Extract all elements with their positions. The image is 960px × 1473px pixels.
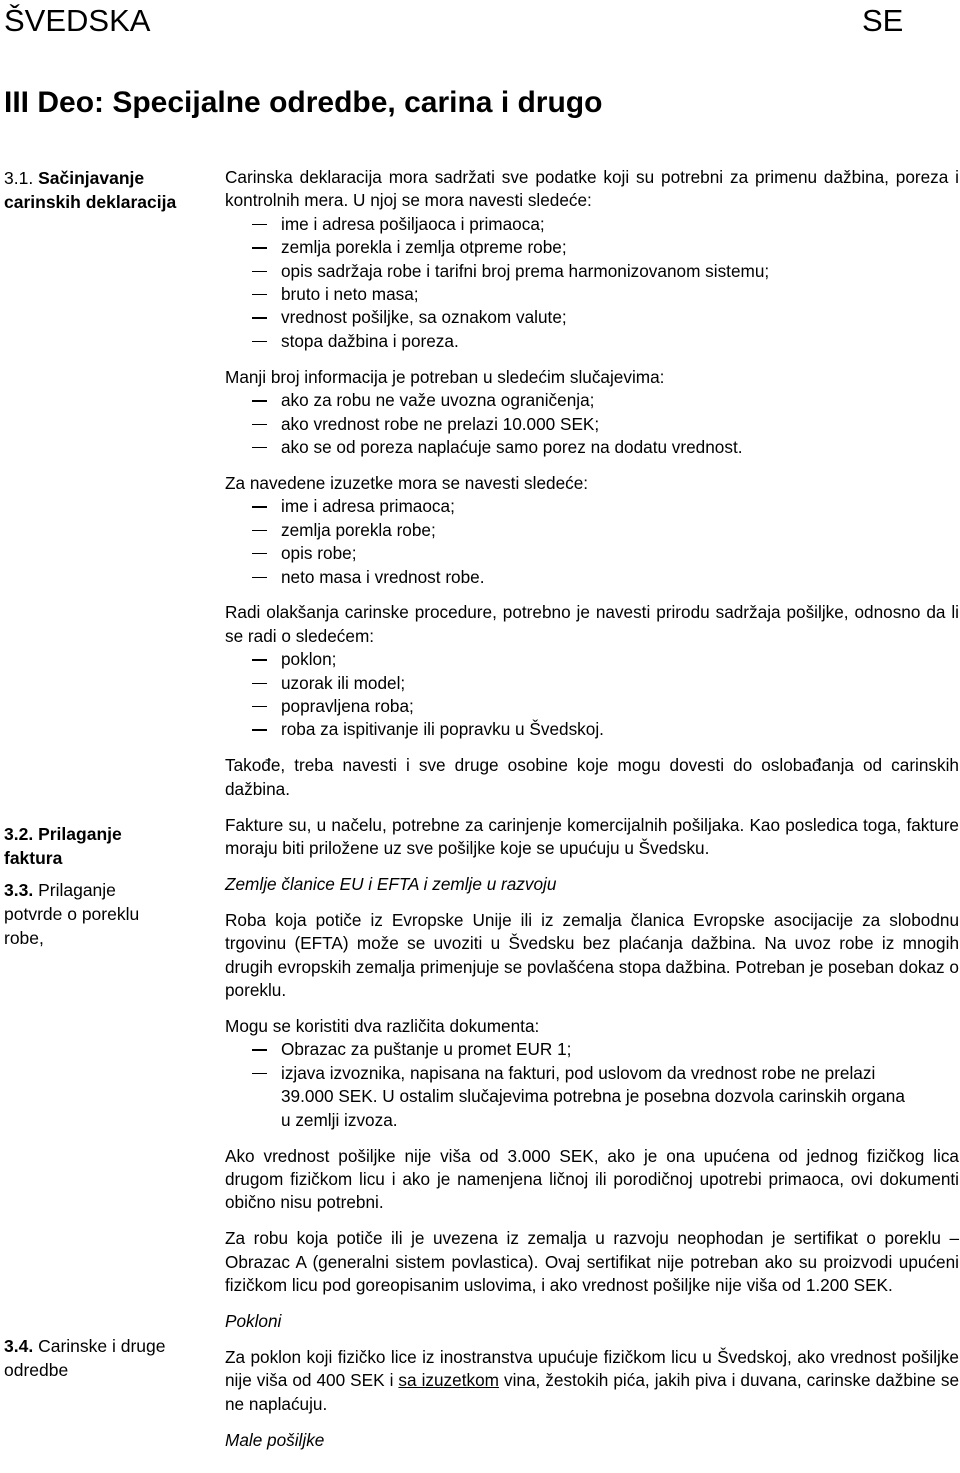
bullet-list [225,1038,959,1132]
paragraph: Za navedene izuzetke mora se navesti sledeće: [225,472,589,493]
text-run: Za poklon koji fizičko lice iz inostranstva upućuje fizičkom licu u Švedskoj, ako vrednost pošiljke nije viša od 400 SEK i [225,1346,959,1391]
list-item: vrednost pošiljke, sa oznakom valute; [225,306,959,329]
section-title-line2: potvrde o poreklu robe, [4,904,140,948]
paragraph: Takođe, treba navesti i sve druge osobine koje mogu dovesti do oslobađanja od carinskih dažbina. [225,755,959,799]
section-number: 3.1. [4,168,34,188]
subheading: Male pošiljke [225,1429,325,1450]
section-title-line1: Sačinjavanje [38,168,145,188]
list-item: zemlja porekla i zemlja otpreme robe; [225,236,959,259]
list-item: ime i adresa pošiljaoca i primaoca; [225,213,959,236]
paragraph: Roba koja potiče iz Evropske Unije ili iz zemalja članica Evropske asocijacije za slobodnu trgovinu (EFTA) može se uvoziti u Švedsku bez plaćanja dažbina. Na uvoz robe iz mnogih drugih evropskih zemalja primenjuje se povlašćena stopa dažbina. Potreban je poseban dokaz o poreklu. [225,909,959,1001]
bullet-list [225,389,959,459]
list-item: opis sadržaja robe i tarifni broj prema harmonizovanom sistemu; [225,260,959,283]
paragraph: Ako vrednost pošiljke nije viša od 3.000 SEK, ako je ona upućena od jednog fizičkog lica drugom fizičkom licu i ako je namenjena ličnoj ili porodičnoj upotrebi primaoca, ovi dokumenti obično nisu potrebni. [225,1145,959,1213]
list-item: roba za ispitivanje ili popravku u Švedskoj. [225,718,959,741]
list-item: uzorak ili model; [225,672,959,695]
list-item: ako za robu ne važe uvozna ograničenja; [225,389,959,412]
section-title-line2: faktura [4,848,63,868]
section-heading-3-1 [4,166,200,214]
paragraph: Mogu se koristiti dva različita dokumenta: [225,1016,540,1036]
bullet-list [225,213,959,353]
list-item: opis robe; [225,542,959,565]
section-title-line1: Prilaganje [38,880,116,900]
list-item: ime i adresa primaoca; [225,495,959,518]
section-number: 3.3. [4,880,34,900]
paragraph: Manji broj informacija je potreban u sledećim slučajevima: [225,366,665,387]
paragraph: Fakture su, u načelu, potrebne za carinjenje komercijalnih pošiljaka. Kao posledica toga, fakture moraju biti priložene uz sve pošiljke koje se upućuju u Švedsku. [225,814,959,859]
list-item: ako se od poreza naplaćuje samo porez na dodatu vrednost. [225,436,959,459]
list-item: bruto i neto masa; [225,283,959,306]
section-title-line2: odredbe [4,1360,69,1380]
section-number: 3.2. [4,824,34,844]
section-title-line1: Prilaganje [38,824,122,844]
bullet-list [225,495,959,589]
country-code: SE [862,3,904,38]
bullet-list [225,648,959,742]
paragraph [225,1346,959,1416]
underlined-text: sa izuzetkom [398,1370,499,1391]
list-item: izjava izvoznika, napisana na fakturi, pod uslovom da vrednost robe ne prelazi 39.000 SEK. U ostalim slučajevima potrebna je posebna dozvola carinskih organa u zemlji izvoza. [225,1062,909,1132]
list-item: ako vrednost robe ne prelazi 10.000 SEK; [225,413,959,436]
section-title-line2: carinskih deklaracija [4,192,177,212]
list-item: neto masa i vrednost robe. [225,566,959,589]
section-heading-3-2 [4,822,200,870]
subheading: Pokloni [225,1310,282,1331]
paragraph: Za robu koja potiče ili je uvezena iz zemalja u razvoju neophodan je sertifikat o poreklu – Obrazac A (generalni sistem povlastica). Ovaj sertifikat nije potreban ako su proizvodi upućeni fizičkom licu pod goreopisanim uslovima, i ako vrednost pošiljke nije viša od 1.200 SEK. [225,1228,959,1296]
paragraph: Carinska deklaracija mora sadržati sve podatke koji su potrebni za primenu dažbina, poreza i kontrolnih mera. U njoj se mora navesti sledeće: [225,167,959,211]
list-item: poklon; [225,648,959,671]
list-item: popravljena roba; [225,695,959,718]
paragraph: Radi olakšanja carinske procedure, potrebno je navesti prirodu sadržaja pošiljke, odnosno da li se radi o sledećem: [225,602,959,646]
list-item: Obrazac za puštanje u promet EUR 1; [225,1038,909,1061]
section-heading-3-4 [4,1334,200,1382]
country-name: ŠVEDSKA [4,3,151,38]
part-title: III Deo: Specijalne odredbe, carina i drugo [4,86,603,119]
subheading: Zemlje članice EU i EFTA i zemlje u razvoju [225,873,557,894]
section-number: 3.4. [4,1336,34,1356]
section-heading-3-3 [4,878,200,950]
list-item: stopa dažbina i poreza. [225,330,959,353]
list-item: zemlja porekla robe; [225,519,959,542]
main-content [225,166,959,1465]
text-run: vina, žestokih pića, jakih piva i duvana, carinske dažbine se ne naplaćuju. [225,1370,960,1414]
section-title-line1: Carinske i druge [38,1336,166,1356]
